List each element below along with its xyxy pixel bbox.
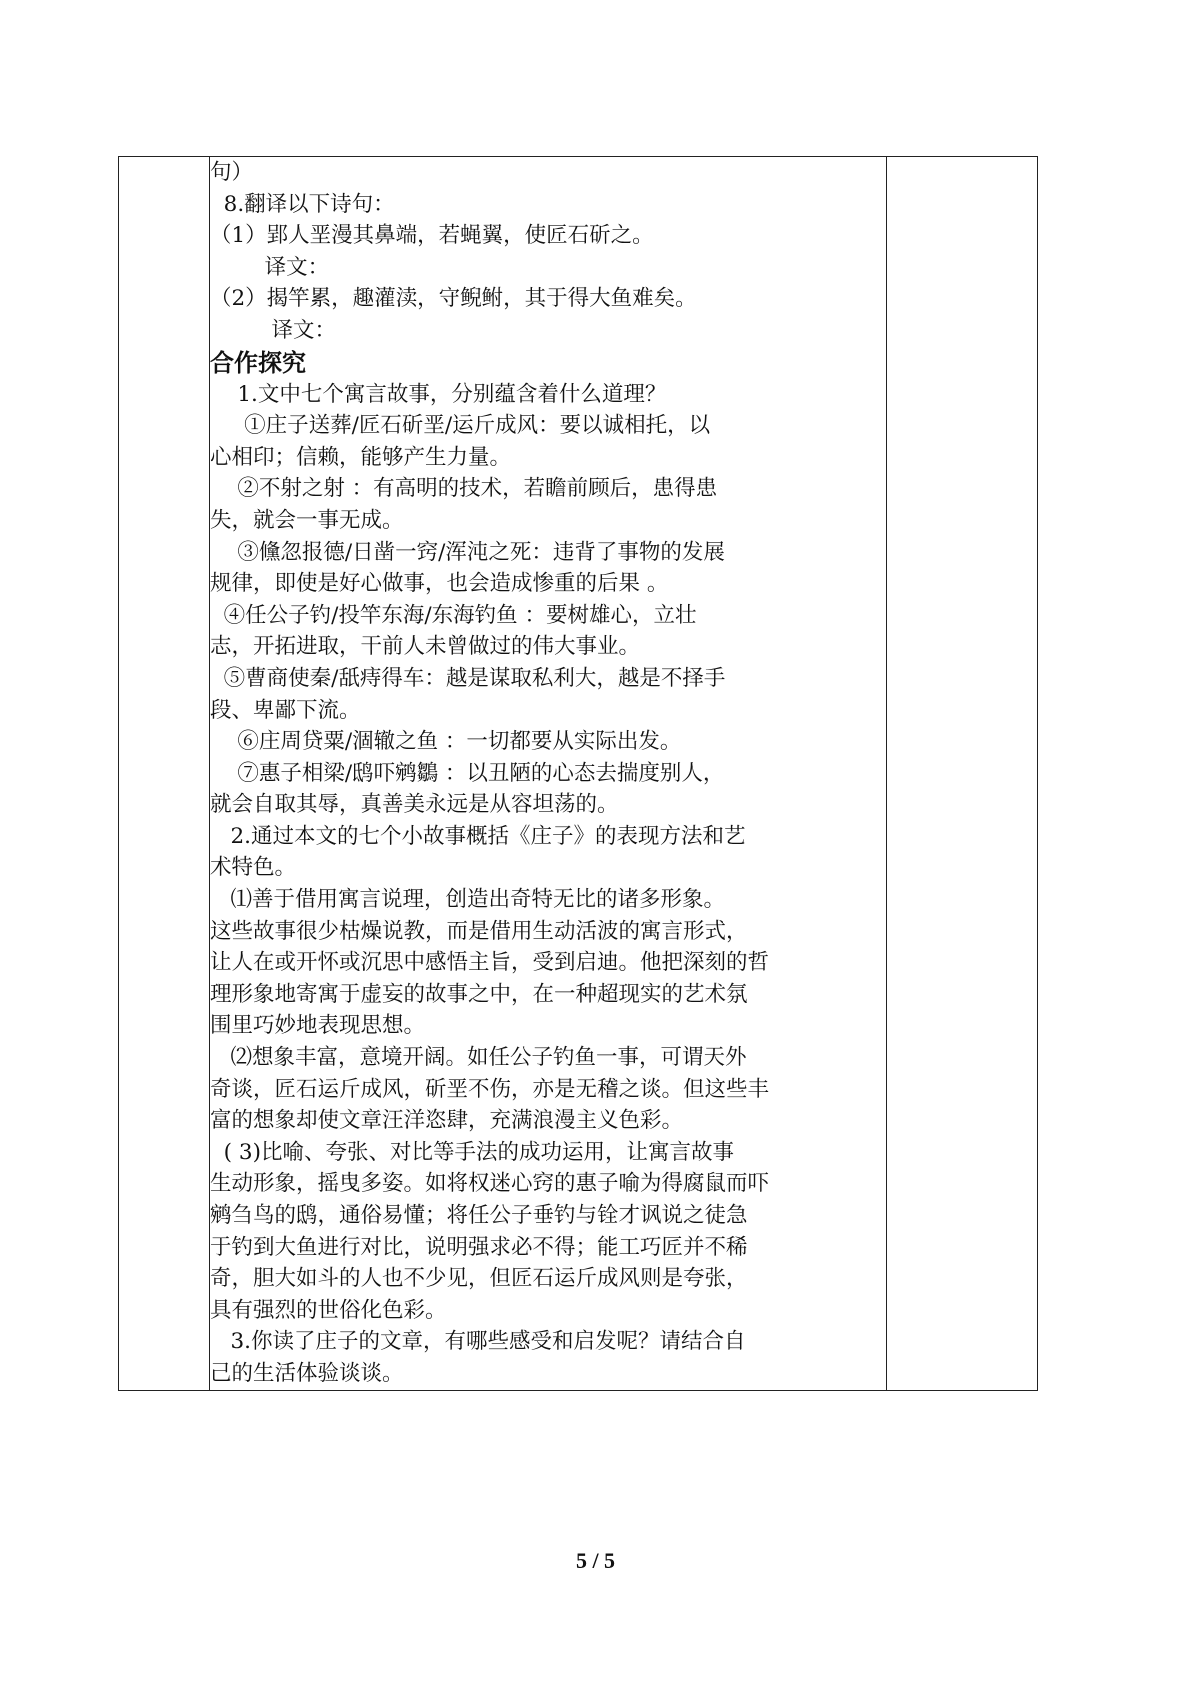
- text-line: ②不射之射 ：有高明的技术，若瞻前顾后，患得患: [210, 476, 718, 502]
- text-line: 让人在或开怀或沉思中感悟主旨，受到启迪。他把深刻的哲: [210, 950, 770, 976]
- text-line: （2）揭竿累，趣灌渎，守鲵鲋，其于得大鱼难矣。: [210, 286, 697, 312]
- text-line: 译文：: [210, 317, 337, 343]
- text-line: 1.文中七个寓言故事，分别蕴含着什么道理？: [210, 381, 667, 407]
- text-line: 富的想象却使文章汪洋恣肆，充满浪漫主义色彩。: [210, 1108, 684, 1134]
- text-line: 失，就会一事无成。: [210, 507, 404, 533]
- text-line: 句）: [210, 160, 254, 185]
- discussion-section: [210, 379, 886, 1390]
- text-line: 生动形象，摇曳多姿。如将权迷心窍的惠子喻为得腐鼠而吓: [210, 1171, 770, 1197]
- text-line: 这些故事很少枯燥说教，而是借用生动活波的寓言形式，: [210, 918, 748, 944]
- right-column-cell: [887, 157, 1038, 1391]
- text-line: 8.翻译以下诗句：: [210, 191, 395, 217]
- text-line: 理形象地寄寓于虚妄的故事之中，在一种超现实的艺术氛: [210, 981, 748, 1007]
- text-line: 志，开拓进取，干前人未曾做过的伟大事业。: [210, 634, 641, 660]
- text-line: 规律，即使是好心做事，也会造成惨重的后果 。: [210, 571, 669, 597]
- text-line: 于钓到大鱼进行对比，说明强求必不得；能工巧匠并不稀: [210, 1234, 748, 1260]
- left-column-cell: [119, 157, 210, 1391]
- text-line: 心相印；信赖，能够产生力量。: [210, 444, 512, 470]
- text-line: ( 3)比喻、夸张、对比等手法的成功运用，让寓言故事: [210, 1139, 734, 1165]
- section-heading: 合作探究: [210, 348, 306, 377]
- text-line: ⑤曹商使秦/舐痔得车：越是谋取私利大，越是不择手: [210, 665, 726, 691]
- text-line: 己的生活体验谈谈。: [210, 1360, 404, 1386]
- text-line: ⑥庄周贷粟/涸辙之鱼 ：一切都要从实际出发。: [210, 729, 682, 755]
- text-line: ①庄子送葬/匠石斫垩/运斤成风：要以诚相托，以: [210, 413, 711, 439]
- text-line: ③儵忽报德/日凿一窍/浑沌之死：违背了事物的发展: [210, 539, 725, 565]
- text-line: 3.你读了庄子的文章，有哪些感受和启发呢？请结合自: [210, 1329, 746, 1355]
- text-line: 术特色。: [210, 855, 297, 881]
- text-line: 就会自取其辱，真善美永远是从容坦荡的。: [210, 792, 619, 818]
- text-line: 围里巧妙地表现思想。: [210, 1013, 426, 1039]
- table-row: [119, 157, 1038, 1391]
- text-line: 段、卑鄙下流。: [210, 697, 361, 723]
- text-line: ④任公子钓/投竿东海/东海钓鱼 ：要树雄心，立壮: [210, 602, 697, 628]
- text-line: 鹓刍鸟的鸱，通俗易懂；将任公子垂钓与铨才讽说之徒急: [210, 1203, 748, 1228]
- main-content-cell: [210, 157, 887, 1391]
- lesson-table: [118, 156, 1038, 1391]
- text-line: ⑵想象丰富，意境开阔。如任公子钓鱼一事，可谓天外: [210, 1045, 747, 1071]
- text-line: ⑴善于借用寓言说理，创造出奇特无比的诸多形象。: [210, 887, 726, 913]
- text-line: 2.通过本文的七个小故事概括《庄子》的表现方法和艺: [210, 823, 746, 849]
- text-line: （1）郢人垩漫其鼻端，若蝇翼，使匠石斫之。: [210, 223, 654, 249]
- text-line: 具有强烈的世俗化色彩。: [210, 1297, 447, 1323]
- page-number: 5 / 5: [575, 1548, 616, 1573]
- translation-section: [210, 157, 886, 347]
- text-line: ⑦惠子相梁/鸱吓鹓鶵 ：以丑陋的心态去揣度别人，: [210, 760, 725, 786]
- text-line: 奇谈，匠石运斤成风，斫垩不伤，亦是无稽之谈。但这些丰: [210, 1076, 770, 1102]
- text-line: 奇，胆大如斗的人也不少见，但匠石运斤成风则是夸张，: [210, 1266, 748, 1292]
- text-line: 译文：: [210, 254, 330, 280]
